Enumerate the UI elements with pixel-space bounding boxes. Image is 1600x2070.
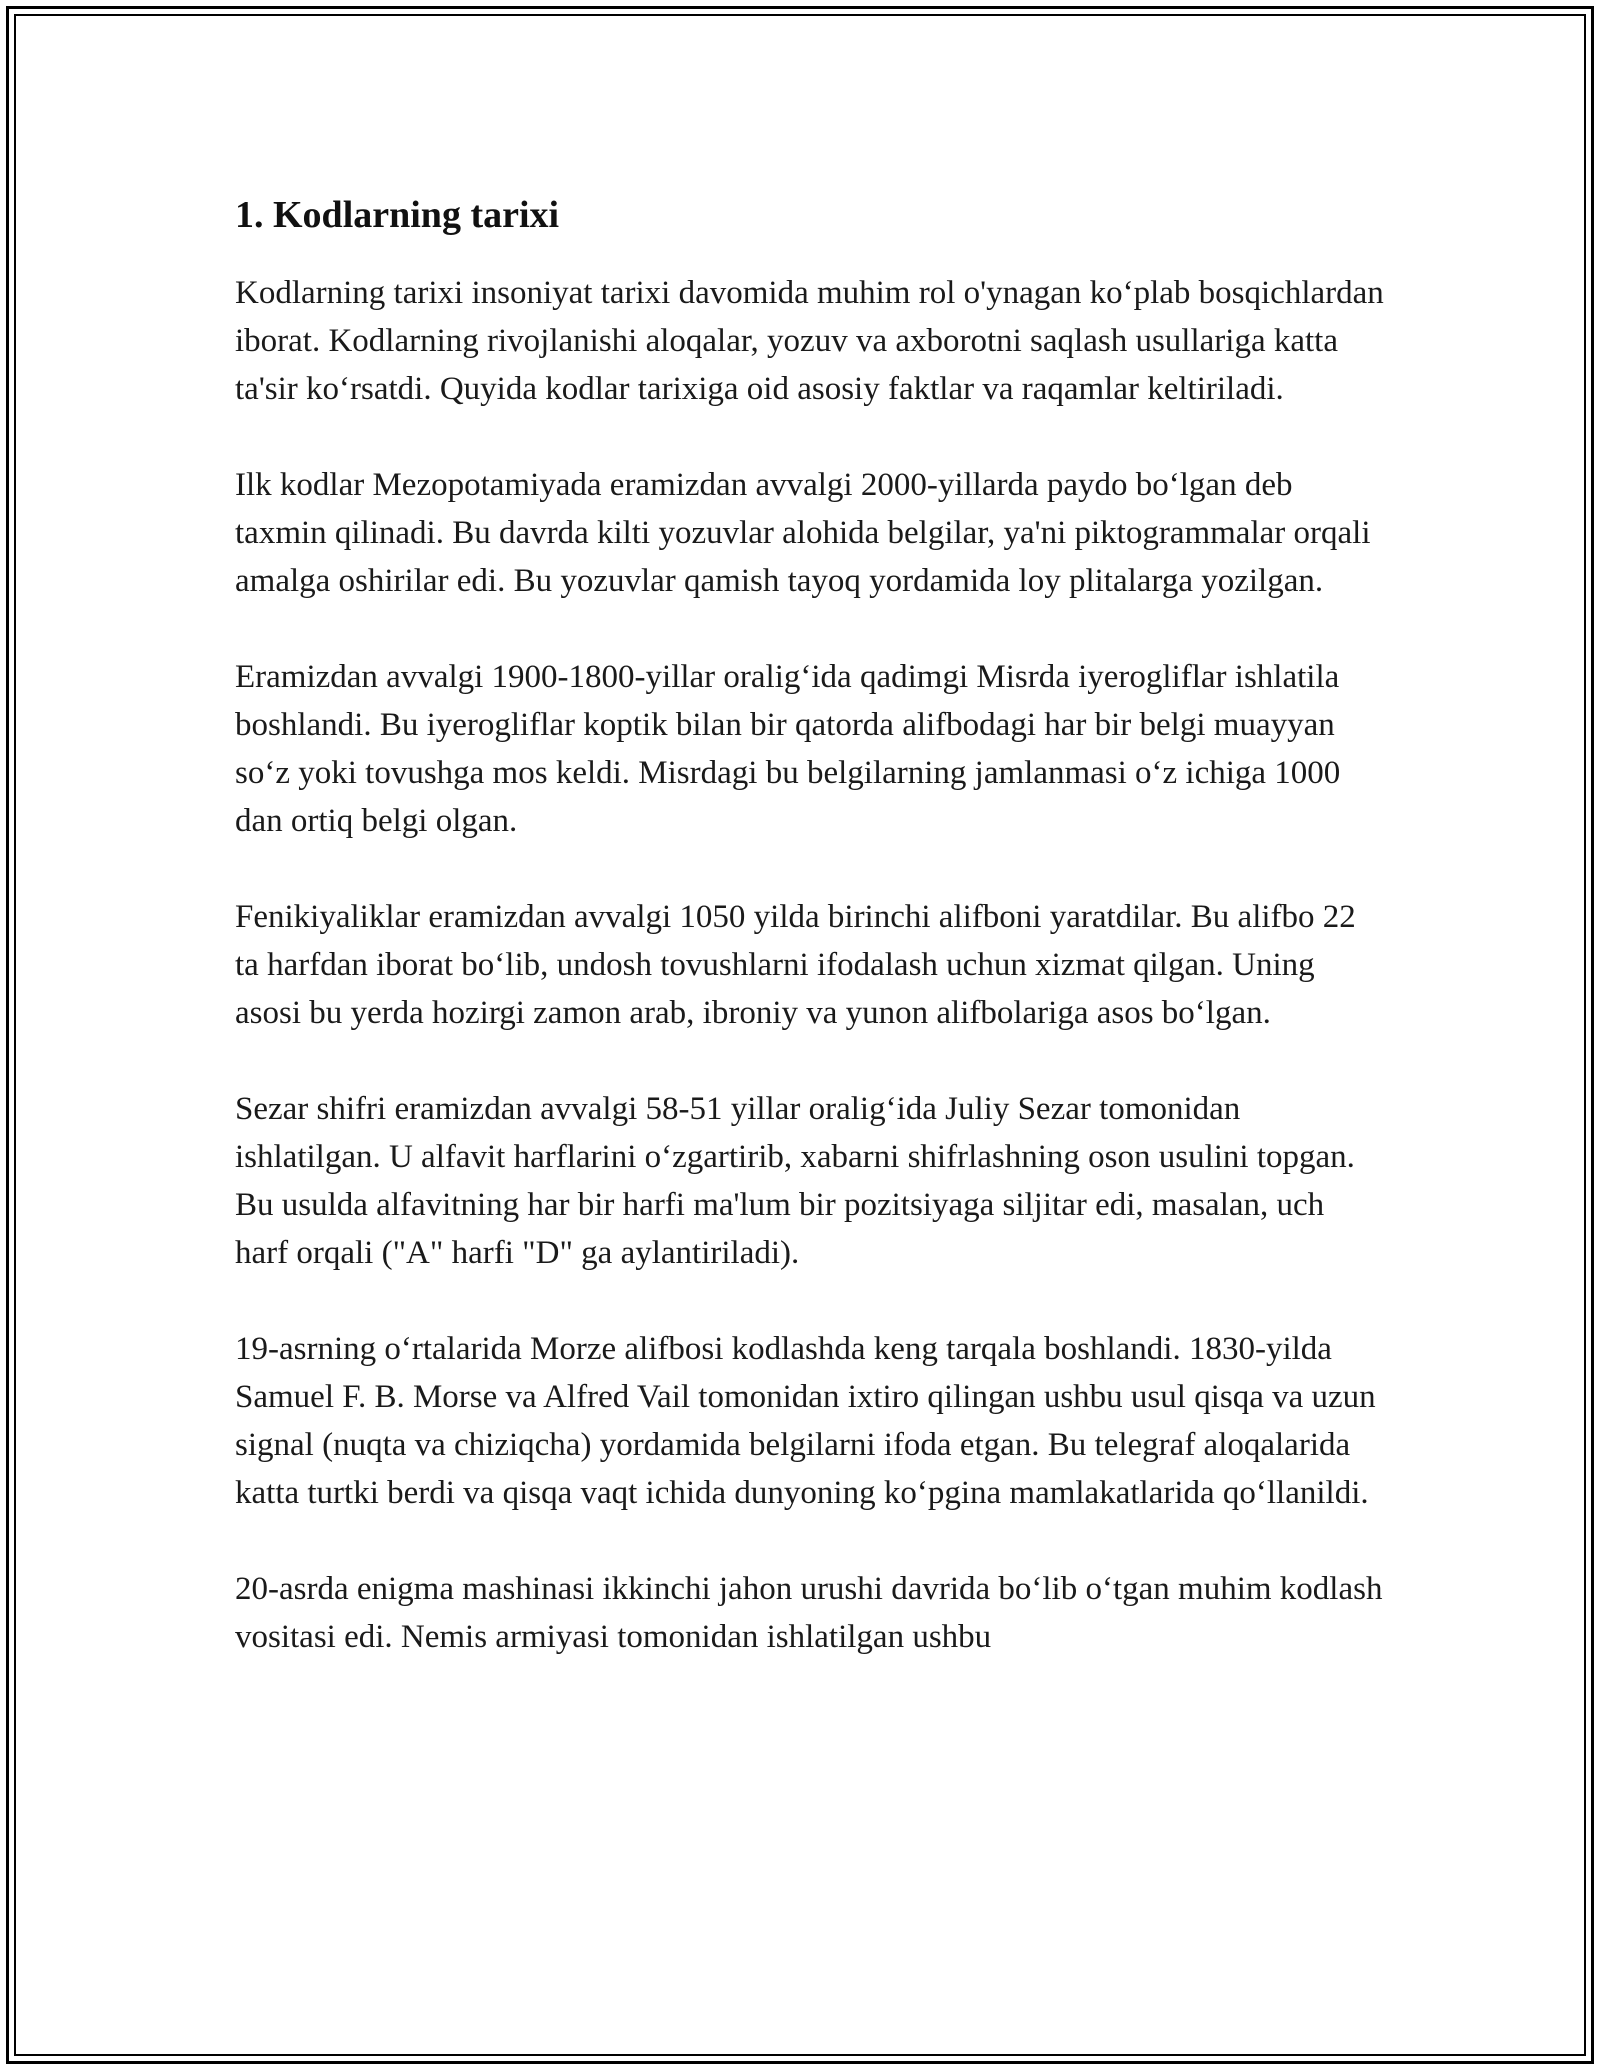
paragraph-phoenicia: Fenikiyaliklar eramizdan avvalgi 1050 yilda birinchi alifboni yaratdilar. Bu alifbo 22 ta harfdan iborat bo‘lib, undosh tovushlarni ifodalash uchun xizmat qilgan. Uning asosi bu yerda hozirgi zamon arab, ibroniy va yunon alifbolariga asos bo‘lgan. [235, 899, 1356, 1031]
paragraph-caesar-cipher: Sezar shifri eramizdan avvalgi 58-51 yillar oralig‘ida Juliy Sezar tomonidan ishlatilgan. U alfavit harflarini o‘zgartirib, xabarni shifrlashning oson usulini topgan. Bu usulda alfavitning har bir harfi ma'lum bir pozitsiyaga siljitar edi, masalan, uch harf orqali ("A" harfi "D" ga aylantiriladi). [235, 1091, 1355, 1271]
paragraph-egypt: Eramizdan avvalgi 1900-1800-yillar oralig‘ida qadimgi Misrda iyerogliflar ishlatila boshlandi. Bu iyerogliflar koptik bilan bir qatorda alifbodagi har bir belgi muayyan so‘z yoki tovushga mos keldi. Misrdagi bu belgilarning jamlanmasi o‘z ichiga 1000 dan ortiq belgi olgan. [235, 659, 1341, 839]
paragraph-mesopotamia: Ilk kodlar Mezopotamiyada eramizdan avvalgi 2000-yillarda paydo bo‘lgan deb taxmin qilinadi. Bu davrda kilti yozuvlar alohida belgilar, ya'ni piktogrammalar orqali amalga oshirilar edi. Bu yozuvlar qamish tayoq yordamida loy plitalarga yozilgan. [235, 467, 1371, 599]
section-heading: 1. Kodlarning tarixi [235, 194, 560, 236]
paragraph-intro: Kodlarning tarixi insoniyat tarixi davomida muhim rol o'ynagan ko‘plab bosqichlardan iborat. Kodlarning rivojlanishi aloqalar, yozuv va axborotni saqlash usullariga katta ta'sir ko‘rsatdi. Quyida kodlar tarixiga oid asosiy faktlar va raqamlar keltiriladi. [235, 275, 1384, 407]
paragraph-morse-code: 19-asrning o‘rtalarida Morze alifbosi kodlashda keng tarqala boshlandi. 1830-yilda Samuel F. B. Morse va Alfred Vail tomonidan ixtiro qilingan ushbu usul qisqa va uzun signal (nuqta va chiziqcha) yordamida belgilarni ifoda etgan. Bu telegraf aloqalarida katta turtki berdi va qisqa vaqt ichida dunyoning ko‘pgina mamlakatlarida qo‘llanildi. [235, 1331, 1376, 1511]
paragraph-enigma: 20-asrda enigma mashinasi ikkinchi jahon urushi davrida bo‘lib o‘tgan muhim kodlash vositasi edi. Nemis armiyasi tomonidan ishlatilgan ushbu [235, 1571, 1383, 1655]
document-body [235, 185, 1385, 1709]
